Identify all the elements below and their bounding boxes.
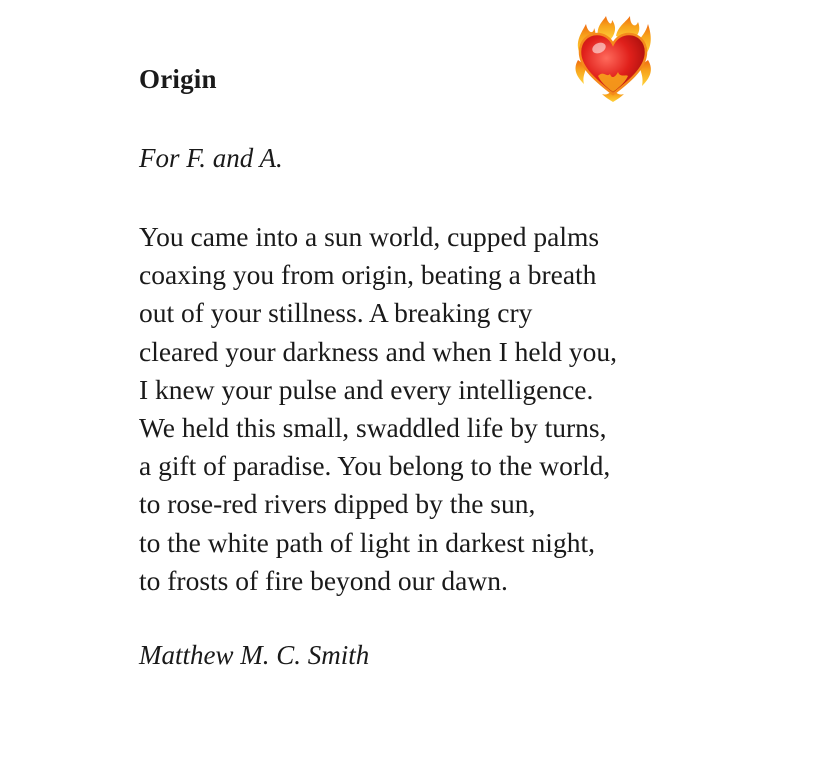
poem-line: a gift of paradise. You belong to the world, xyxy=(139,450,611,482)
poem-dedication: For F. and A. xyxy=(139,143,283,173)
poem-title: Origin xyxy=(139,64,217,94)
poem-author: Matthew M. C. Smith xyxy=(139,640,370,670)
poem-stanza xyxy=(139,218,617,600)
poem-line: to the white path of light in darkest night, xyxy=(139,526,595,558)
poem-line: to rose-red rivers dipped by the sun, xyxy=(139,488,536,520)
poem-line: cleared your darkness and when I held you, xyxy=(139,335,618,367)
poem-line: You came into a sun world, cupped palms xyxy=(139,221,600,252)
poem-line: out of your stillness. A breaking cry xyxy=(139,297,533,329)
poem-line: I knew your pulse and every intelligence. xyxy=(139,373,594,405)
poem-line: to frosts of fire beyond our dawn. xyxy=(139,564,508,596)
heart-on-fire-icon xyxy=(572,14,654,102)
poem-line: We held this small, swaddled life by turns, xyxy=(139,412,607,444)
poem-line: coaxing you from origin, beating a breath xyxy=(139,259,597,291)
